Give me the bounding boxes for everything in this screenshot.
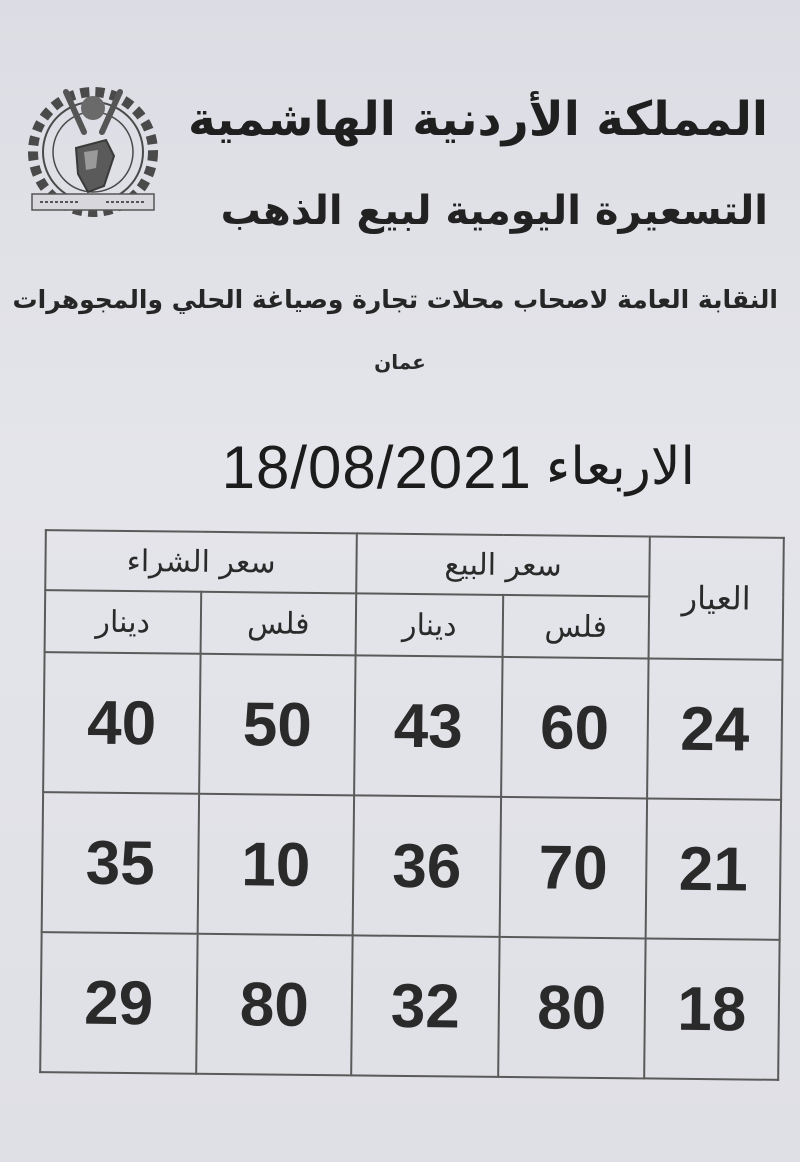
buy-dinar-cell: 40 bbox=[43, 652, 200, 794]
buy-fils-cell: 10 bbox=[197, 794, 354, 936]
buy-fils-cell: 80 bbox=[196, 934, 353, 1076]
karat-cell: 21 bbox=[646, 798, 781, 939]
buy-price-header: سعر الشراء bbox=[45, 530, 357, 593]
weekday-label: الاربعاء bbox=[545, 437, 695, 497]
organization-name: النقابة العامة لاصحاب محلات تجارة وصياغة الحلي والمجوهرات bbox=[12, 285, 778, 314]
sell-dinar-cell: 32 bbox=[351, 935, 499, 1077]
table-row bbox=[43, 652, 782, 800]
sell-fils-cell: 60 bbox=[501, 657, 649, 799]
page-title: المملكة الأردنية الهاشمية bbox=[188, 92, 768, 147]
sell-fils-cell: 70 bbox=[499, 797, 647, 939]
table-row bbox=[40, 932, 779, 1080]
buy-dinar-cell: 29 bbox=[40, 932, 197, 1074]
buy-fils-cell: 50 bbox=[199, 654, 356, 796]
buy-dinar-header: دينار bbox=[45, 590, 201, 654]
karat-header: العيار bbox=[649, 536, 784, 659]
sell-price-header: سعر البيع bbox=[356, 533, 649, 596]
sell-fils-header: فلس bbox=[502, 595, 649, 659]
date-line bbox=[155, 432, 695, 502]
sell-dinar-cell: 43 bbox=[354, 655, 502, 797]
union-emblem-icon bbox=[18, 78, 168, 226]
sell-dinar-header: دينار bbox=[356, 593, 503, 657]
page-subtitle: التسعيرة اليومية لبيع الذهب bbox=[220, 188, 768, 234]
date-label: 18/08/2021 bbox=[221, 433, 532, 501]
sell-fils-cell: 80 bbox=[498, 937, 646, 1079]
table-row bbox=[42, 792, 781, 940]
city-name: عمان bbox=[374, 350, 426, 374]
sell-dinar-cell: 36 bbox=[353, 795, 501, 937]
buy-dinar-cell: 35 bbox=[42, 792, 199, 934]
gold-price-table bbox=[39, 529, 785, 1081]
buy-fils-header: فلس bbox=[200, 592, 356, 656]
karat-cell: 18 bbox=[644, 938, 779, 1079]
karat-cell: 24 bbox=[647, 658, 782, 799]
